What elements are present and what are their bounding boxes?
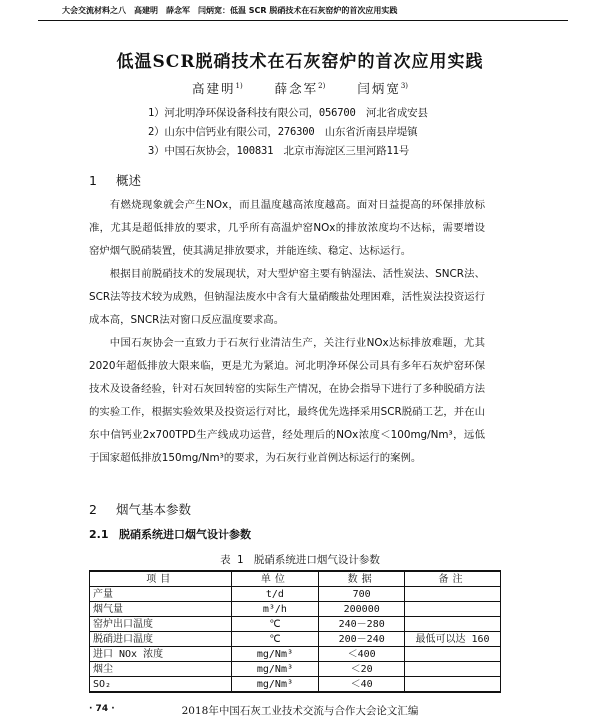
affiliation: 2）山东中信钙业有限公司，276300 山东省沂南县岸堤镇 bbox=[148, 126, 418, 138]
table-cell bbox=[405, 677, 501, 693]
affiliation: 3）中国石灰协会，100831 北京市海淀区三里河路11号 bbox=[148, 145, 410, 157]
table-cell: 烟尘 bbox=[90, 662, 232, 677]
table-cell bbox=[405, 602, 501, 617]
table-cell: mg/Nm³ bbox=[231, 677, 319, 693]
body-paragraph: 根据目前脱硝技术的发展现状，对大型炉窑主要有钠湿法、活性炭法、SNCR法、SCR法等技术较为成熟，但钠湿法废水中含有大量硝酸盐处理困难，活性炭法投资运行成本高，SNCR法对窗口反应温度要求高。 bbox=[89, 268, 485, 326]
table-cell: mg/Nm³ bbox=[231, 662, 319, 677]
author-name: 闫炳宽 bbox=[357, 81, 401, 96]
table-row bbox=[90, 677, 501, 693]
table-cell: 烟气量 bbox=[90, 602, 232, 617]
author-affiliation-mark: 1) bbox=[235, 81, 243, 90]
author-name: 薛念军 bbox=[274, 81, 319, 96]
table-header-cell: 单位 bbox=[231, 571, 319, 587]
section-heading bbox=[89, 171, 141, 189]
table-cell: 进口 NOx 浓度 bbox=[90, 647, 232, 662]
table-cell: t/d bbox=[231, 587, 319, 602]
paper-title: 低温SCR脱硝技术在石灰窑炉的首次应用实践 bbox=[116, 52, 484, 72]
table-cell: 产量 bbox=[90, 587, 232, 602]
table-header-cell: 备注 bbox=[405, 571, 501, 587]
table-cell: 240－280 bbox=[319, 617, 405, 632]
table-row bbox=[90, 662, 501, 677]
parameter-table bbox=[89, 570, 501, 693]
author-affiliation-mark: 2) bbox=[318, 81, 326, 90]
section-number: 1 bbox=[89, 173, 97, 188]
table-cell: 窑炉出口温度 bbox=[90, 617, 232, 632]
table-caption: 表 1 脱硝系统进口烟气设计参数 bbox=[220, 554, 380, 566]
affiliation: 1）河北明净环保设备科技有限公司，056700 河北省成安县 bbox=[148, 107, 428, 119]
page-number: · 74 · bbox=[89, 704, 115, 714]
author-name: 高建明 bbox=[191, 81, 236, 96]
author-affiliation-mark: 3) bbox=[400, 81, 409, 90]
body-paragraph: 中国石灰协会一直致力于石灰行业清洁生产，关注行业NOx达标排放难题，尤其2020年超低排放大限来临，更是尤为紧迫。河北明净环保公司具有多年石灰炉窑环保技术及设备经验，针对石灰回转窑的实际生产情况，在协会指导下进行了多种脱硝方法的实验工作，根据实验效果及投资运行对比，最终优先选择采用SCR脱硝工艺，并在山东中信钙业2x700TPD生产线成功运营，经处理后的NOx浓度＜100mg/Nm³，远低于国家超低排放150mg/Nm³的要求，为石灰行业首例达标运行的案例。 bbox=[89, 337, 485, 464]
table-row bbox=[90, 587, 501, 602]
table-cell: 700 bbox=[319, 587, 405, 602]
table-header-cell: 项目 bbox=[90, 571, 232, 587]
table-row bbox=[90, 647, 501, 662]
table-cell: 200000 bbox=[319, 602, 405, 617]
subsection-heading bbox=[89, 526, 251, 542]
table-cell: ℃ bbox=[231, 632, 319, 647]
section-number: 2 bbox=[89, 502, 97, 517]
author-list bbox=[0, 79, 600, 97]
body-paragraph: 有燃烧现象就会产生NOx，而且温度越高浓度越高。面对日益提高的环保排放标准，尤其是超低排放的要求，几乎所有高温炉窑NOx的排放浓度均不达标，需要增设窑炉烟气脱硝装置，使其满足排放要求，并能连续、稳定、达标运行。 bbox=[89, 199, 485, 257]
header-rule bbox=[38, 20, 568, 21]
table-row bbox=[90, 617, 501, 632]
table-row bbox=[90, 632, 501, 647]
table-cell: ℃ bbox=[231, 617, 319, 632]
table-cell bbox=[405, 647, 501, 662]
table-cell: SO₂ bbox=[90, 677, 232, 693]
table-cell bbox=[405, 587, 501, 602]
table-row bbox=[90, 602, 501, 617]
table-cell: 200－240 bbox=[319, 632, 405, 647]
section-title: 烟气基本参数 bbox=[116, 502, 192, 517]
proceedings-title: 2018年中国石灰工业技术交流与合作大会论文汇编 bbox=[181, 705, 419, 717]
table-cell: 脱硝进口温度 bbox=[90, 632, 232, 647]
table-header-row bbox=[90, 571, 501, 587]
table-cell: 最低可以达 160 bbox=[405, 632, 501, 647]
table-cell: mg/Nm³ bbox=[231, 647, 319, 662]
subsection-number: 2.1 bbox=[89, 528, 109, 541]
table-cell bbox=[405, 617, 501, 632]
table-cell: m³/h bbox=[231, 602, 319, 617]
subsection-title: 脱硝系统进口烟气设计参数 bbox=[119, 528, 251, 541]
section-heading bbox=[89, 500, 191, 518]
section-title: 概述 bbox=[116, 173, 142, 188]
table-header-cell: 数据 bbox=[319, 571, 405, 587]
table-cell: ＜20 bbox=[319, 662, 405, 677]
running-header: 大会交流材料之八 高建明 薛念军 闫炳宽：低温 SCR 脱硝技术在石灰窑炉的首次应用实践 bbox=[62, 6, 398, 15]
table-cell bbox=[405, 662, 501, 677]
table-cell: ＜40 bbox=[319, 677, 405, 693]
table-cell: ＜400 bbox=[319, 647, 405, 662]
